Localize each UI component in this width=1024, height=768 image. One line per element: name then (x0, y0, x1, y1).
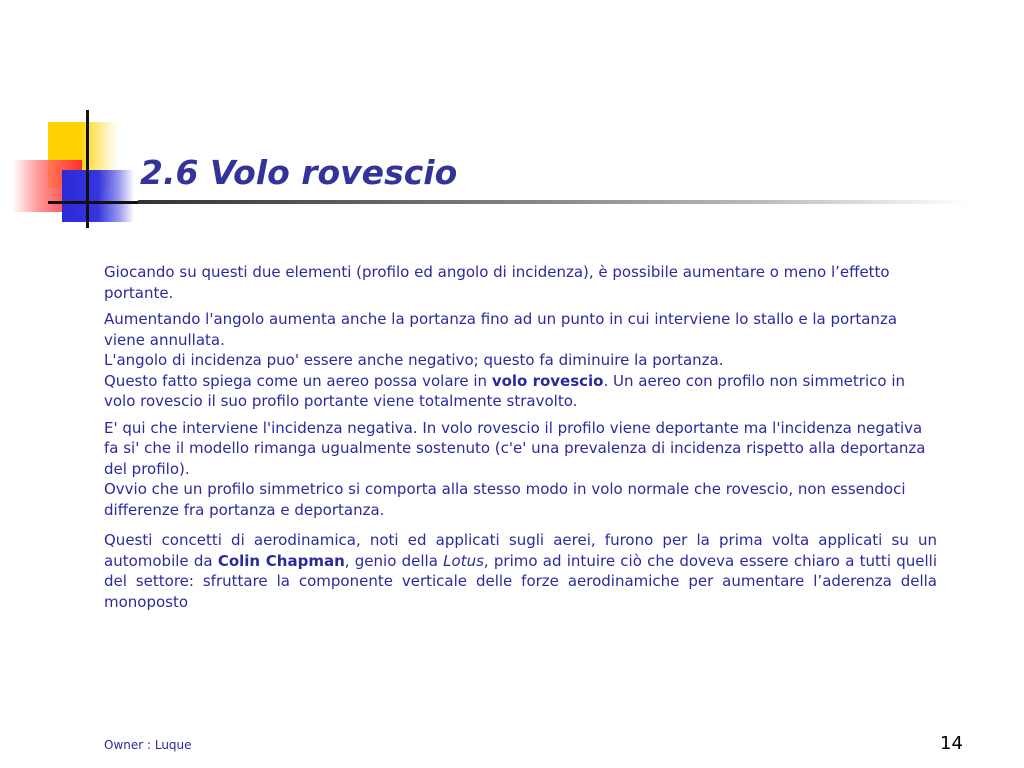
slide-body (104, 262, 937, 618)
paragraph-4-end: , primo ad intuire ciò che doveva essere chiaro a tutti quelli del settore: sfruttare la componente verticale delle forze aerodinamiche per aumentare l’aderenza della monoposto (104, 551, 937, 611)
paragraph-4-middle: , genio della (344, 551, 444, 570)
title-decoration (0, 0, 140, 240)
decor-vertical-line (86, 110, 89, 228)
highlight-lotus: Lotus (443, 551, 484, 570)
paragraph-2-line-2: L'angolo di incidenza puo' essere anche negativo; questo fa diminuire la portanza. (104, 351, 724, 369)
paragraph-2 (104, 309, 937, 412)
paragraph-2-line-3-end: . Un aereo con profilo non simmetrico in volo rovescio il suo profilo portante viene totalmente stravolto. (104, 371, 905, 410)
paragraph-3-line-2: Ovvio che un profilo simmetrico si comporta alla stesso modo in volo normale che rovescio, non essendoci differenze fra portanza e deportanza. (104, 480, 906, 519)
paragraph-1-text: Giocando su questi due elementi (profilo ed angolo di incidenza), è possibile aumentare o meno l’effetto portante. (104, 263, 890, 302)
title-underline (138, 200, 968, 204)
highlight-colin-chapman: Colin Chapman (217, 551, 345, 570)
paragraph-2-line-1: Aumentando l'angolo aumenta anche la portanza fino ad un punto in cui interviene lo stallo e la portanza viene annullata. (104, 310, 898, 349)
paragraph-4-start: Questi concetti di aerodinamica, noti ed applicati sugli aerei, furono per la prima volta applicati su un automobile da (104, 531, 937, 570)
paragraph-4 (104, 530, 937, 612)
slide-title: 2.6 Volo rovescio (140, 153, 458, 192)
paragraph-1 (104, 262, 937, 303)
paragraph-3 (104, 418, 937, 521)
footer-owner: Owner : Luque (104, 738, 192, 752)
paragraph-3-line-1: E' qui che interviene l'incidenza negativa. In volo rovescio il profilo viene deportante ma l'incidenza negativa fa si' che il modello rimanga ugualmente sostenuto (c'e' una prevalenza di incidenza rispetto alla deportanza del profilo). (104, 418, 926, 478)
decor-blue-square (62, 170, 134, 222)
page-number: 14 (940, 733, 963, 754)
decor-horizontal-line (48, 201, 140, 204)
highlight-volo-rovescio: volo rovescio (491, 371, 604, 390)
paragraph-2-line-3-start: Questo fatto spiega come un aereo possa volare in (104, 371, 492, 390)
